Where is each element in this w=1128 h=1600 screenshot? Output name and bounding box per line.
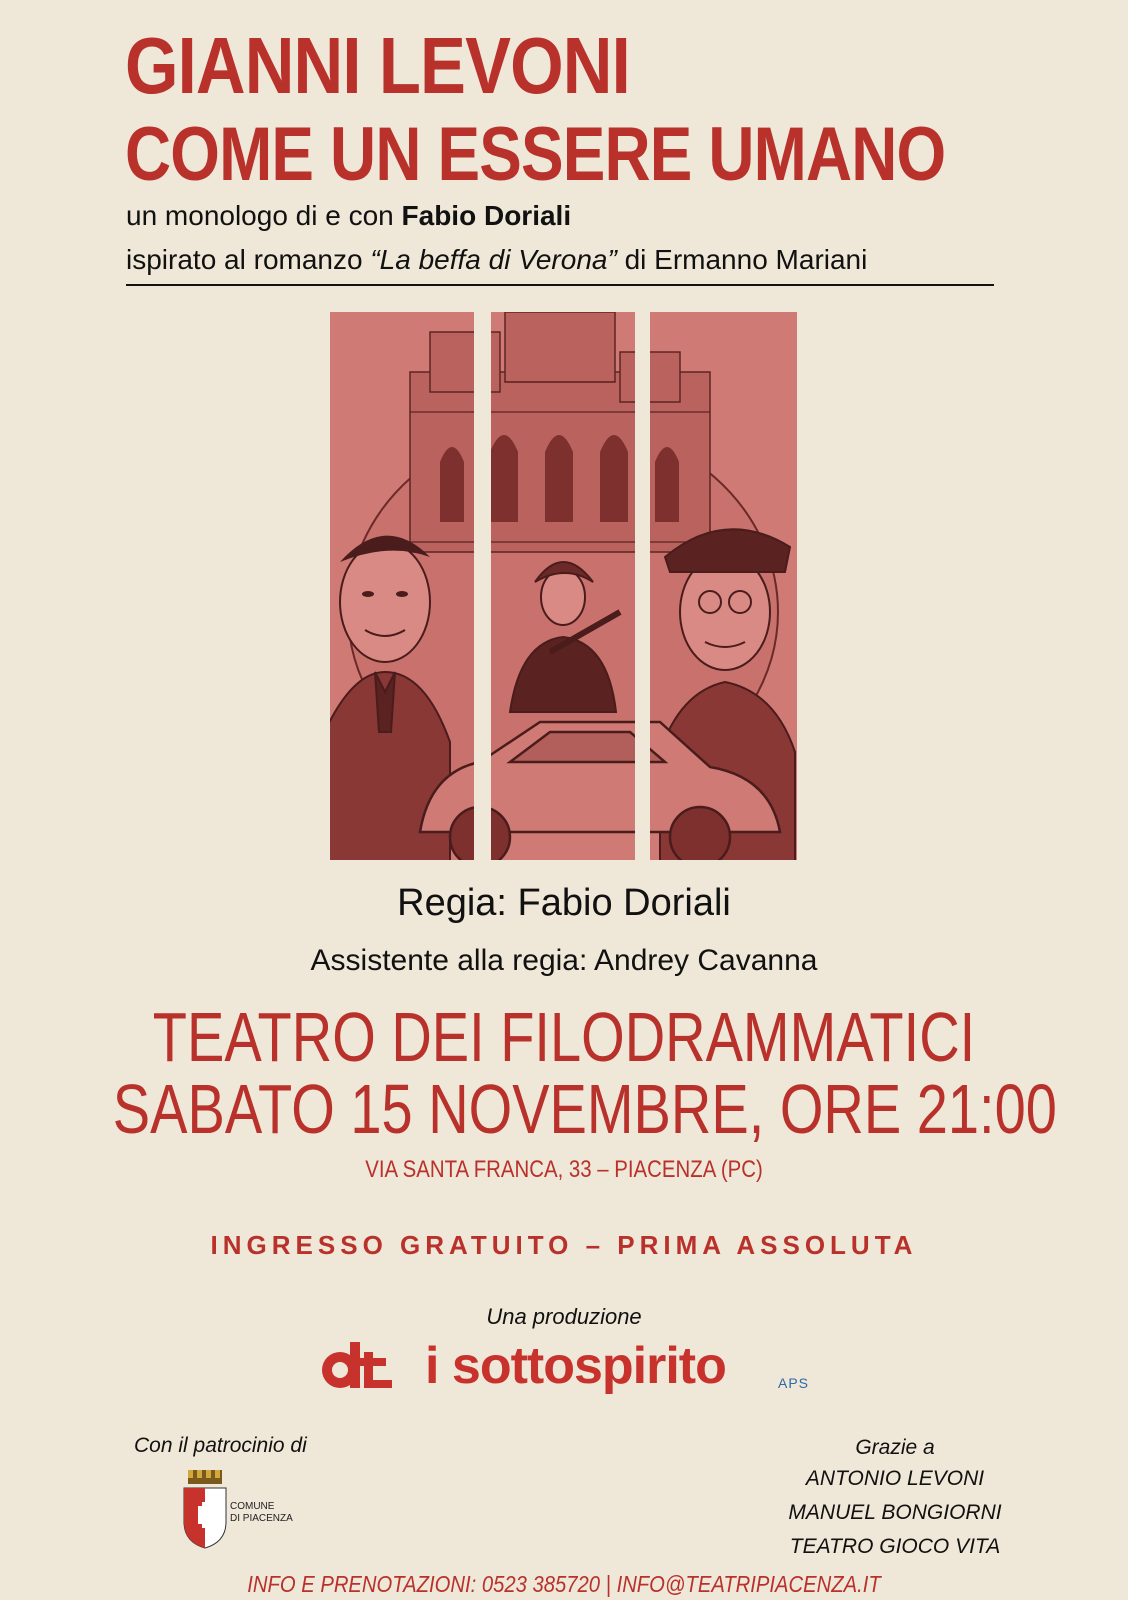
monologue-credit — [126, 200, 571, 232]
divider — [126, 284, 994, 286]
venue-name: TEATRO DEI FILODRAMMATICI — [152, 998, 976, 1076]
city-crest-icon — [182, 1468, 228, 1550]
thanks-name: MANUEL BONGIORNI — [788, 1501, 1002, 1524]
patronage-label: Con il patrocinio di — [134, 1434, 307, 1457]
thanks-name: ANTONIO LEVONI — [805, 1467, 985, 1490]
production-label: Una produzione — [486, 1304, 642, 1329]
brand-suffix: APS — [778, 1375, 810, 1391]
thanks-name: TEATRO GIOCO VITA — [789, 1535, 1001, 1558]
event-datetime: SABATO 15 NOVEMBRE, ORE 21:00 — [112, 1070, 1057, 1148]
production-brand: i sottospirito — [425, 1337, 726, 1395]
dt-logo-text: dt — [318, 1338, 319, 1339]
poster-title: GIANNI LEVONI — [125, 21, 630, 110]
venue-address: VIA SANTA FRANCA, 33 – PIACENZA (PC) — [365, 1156, 763, 1183]
author-name: Fabio Doriali — [401, 200, 572, 231]
thanks-block — [730, 1434, 1060, 1564]
novel-title: “La beffa di Verona” — [370, 244, 617, 275]
poster-subtitle: COME UN ESSERE UMANO — [125, 112, 946, 197]
poster-artwork — [330, 312, 797, 860]
dt-logo — [318, 1338, 396, 1394]
director-credit: Regia: Fabio Doriali — [397, 882, 731, 924]
thanks-label: Grazie a — [855, 1436, 935, 1459]
comune-label: COMUNE DI PIACENZA — [230, 1501, 293, 1524]
novel-credit — [126, 244, 867, 276]
admission-notice: INGRESSO GRATUITO – PRIMA ASSOLUTA — [210, 1230, 918, 1260]
novel-author: di Ermanno Mariani — [616, 244, 868, 275]
info-contacts: INFO E PRENOTAZIONI: 0523 385720 | INFO@TEATRIPIACENZA.IT — [247, 1571, 881, 1597]
assistant-director-credit: Assistente alla regia: Andrey Cavanna — [310, 944, 818, 977]
monologue-prefix: un monologo di e con — [126, 200, 402, 231]
inspired-prefix: ispirato al romanzo — [126, 244, 371, 275]
